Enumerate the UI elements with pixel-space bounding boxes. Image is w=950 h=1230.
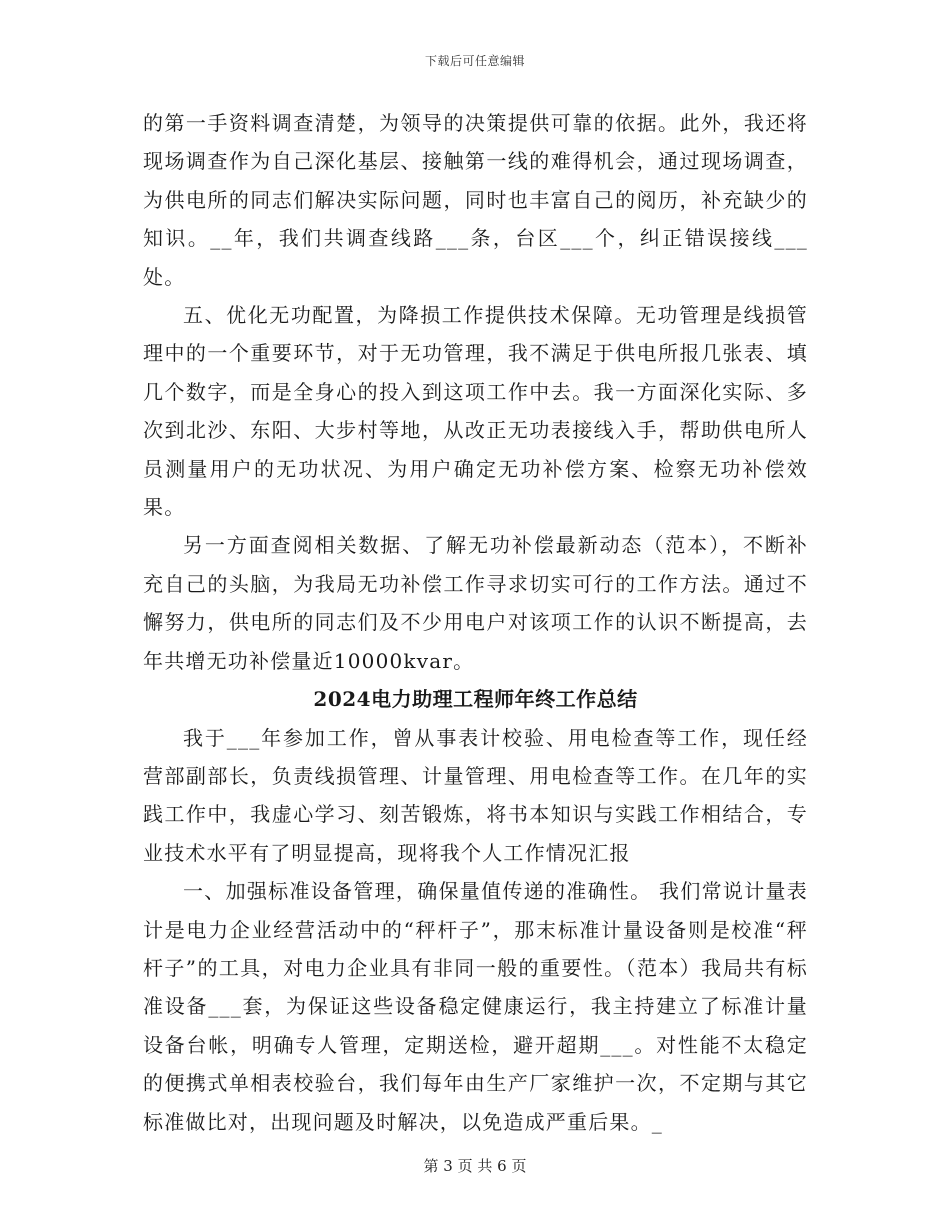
paragraph-standard-equipment: 一、加强标准设备管理，确保量值传递的准确性。 我们常说计量表计是电力企业经营活动中的“秤杆子”，那末标准计量设备则是校准“秤杆子”的工具，对电力企业具有非同一般的重要性。（范本）我局共有标准设备___套，为保证这些设备稳定健康运行，我主持建立了标准计量设备台帐，明确专人管理，定期送检，避开超期___。对性能不太稳定的便携式单相表校验台，我们每年由生产厂家维护一次，不定期与其它标准做比对，出现问题及时解决，以免造成严重后果。_	[143, 879, 808, 1134]
page-footer: 第 3 页 共 6 页	[423, 1157, 527, 1175]
page-header: 下载后可任意编辑	[424, 54, 525, 68]
paragraph-reactive-power-2: 另一方面查阅相关数据、了解无功补偿最新动态（范本），不断补充自己的头脑，为我局无功补偿工作寻求切实可行的工作方法。通过不懈努力，供电所的同志们及不少用电户对该项工作的认识不断提高，去年共增无功补偿量近10000kvar。	[143, 533, 808, 673]
paragraph-intro: 我于___年参加工作，曾从事表计校验、用电检查等工作，现任经营部副部长，负责线损管理、计量管理、用电检查等工作。在几年的实践工作中，我虚心学习、刻苦锻炼，将书本知识与实践工作相结合，专业技术水平有了明显提高，现将我个人工作情况汇报	[143, 725, 808, 865]
paragraph-continuation: 的第一手资料调查清楚，为领导的决策提供可靠的依据。此外，我还将现场调查作为自己深化基层、接触第一线的难得机会，通过现场调查，为供电所的同志们解决实际问题，同时也丰富自己的阅历，补充缺少的知识。__年，我们共调查线路___条，台区___个，纠正错误接线___处。	[143, 111, 808, 289]
document-body	[143, 104, 808, 1141]
section-heading: 2024电力助理工程师年终工作总结	[313, 687, 638, 712]
paragraph-reactive-power: 五、优化无功配置，为降损工作提供技术保障。无功管理是线损管理中的一个重要环节，对于无功管理，我不满足于供电所报几张表、填几个数字，而是全身心的投入到这项工作中去。我一方面深化实际、多次到北沙、东阳、大步村等地，从改正无功表接线入手，帮助供电所人员测量用户的无功状况、为用户确定无功补偿方案、检察无功补偿效果。	[143, 303, 808, 520]
